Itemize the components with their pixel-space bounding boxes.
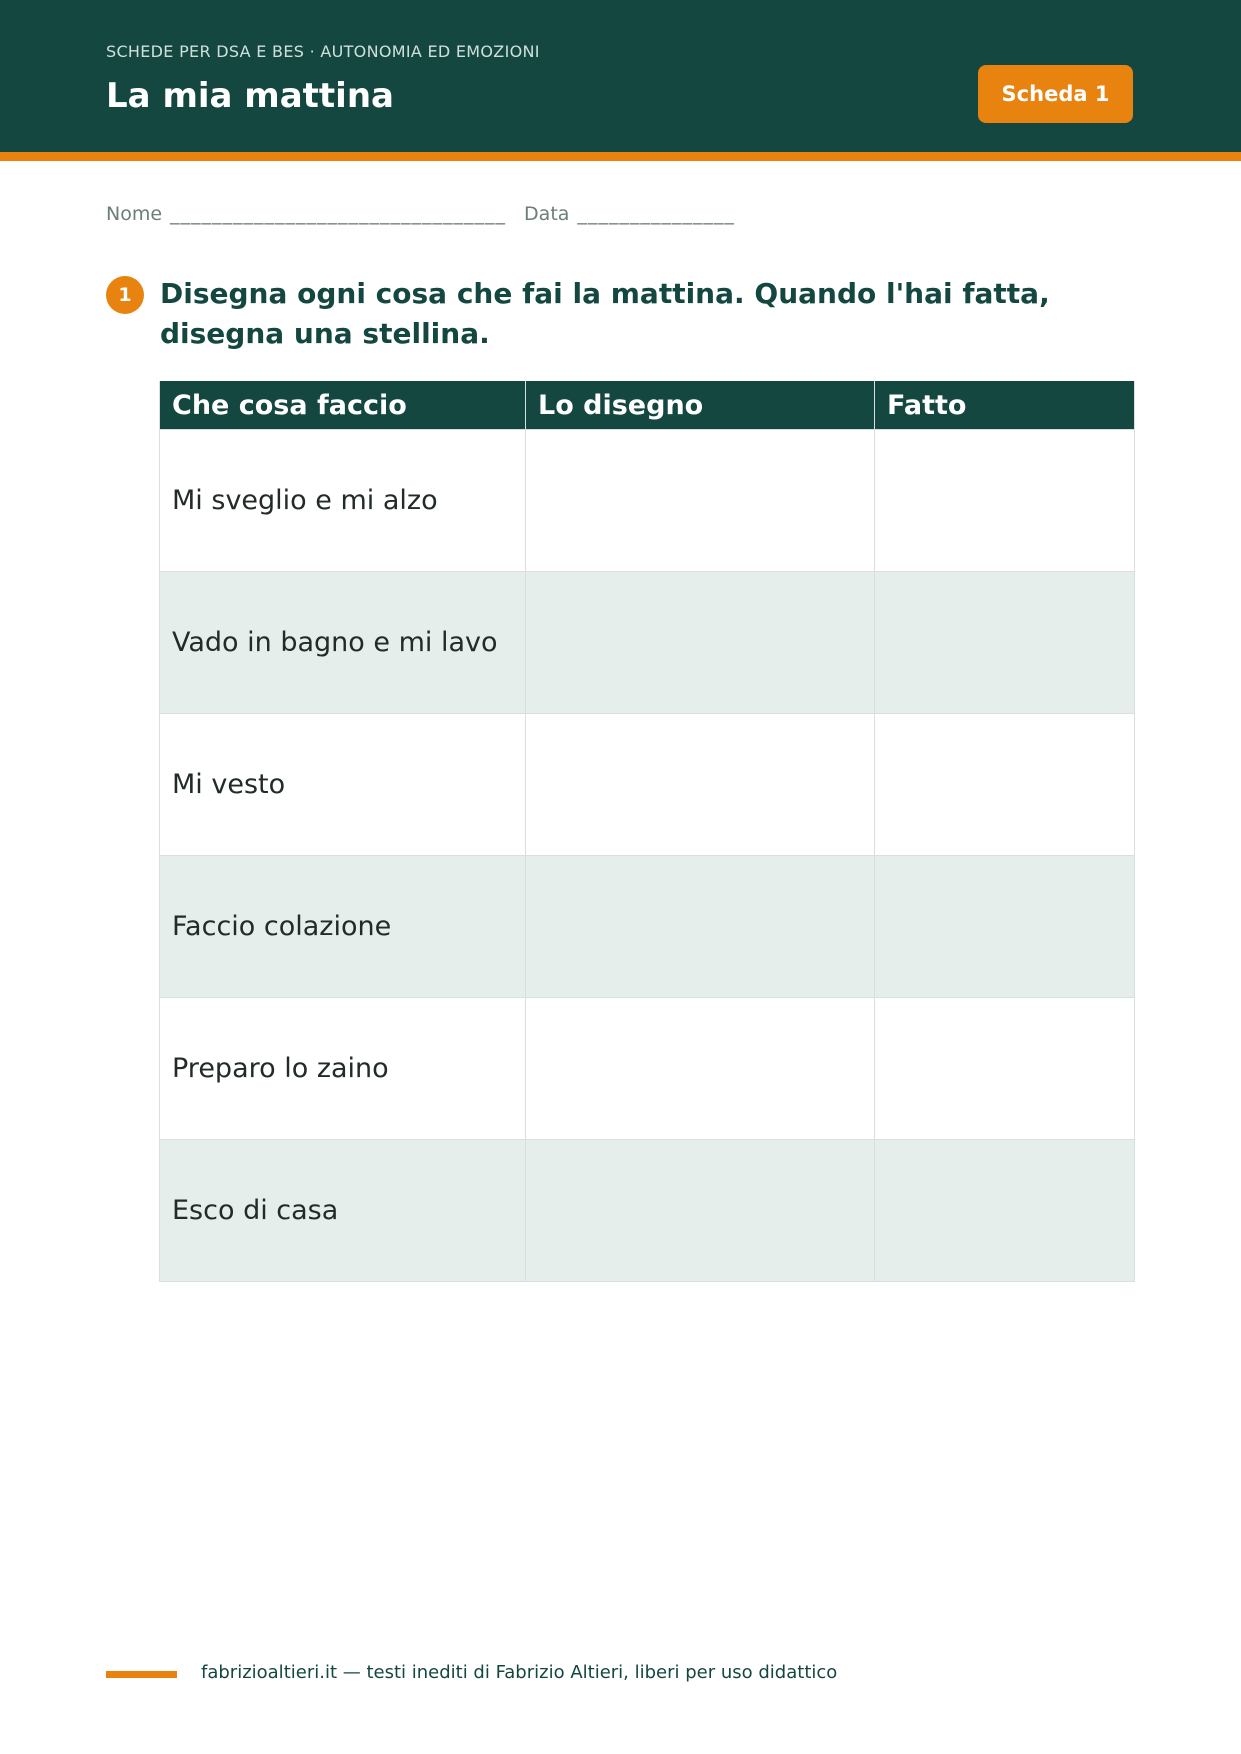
morning-routine-table: [159, 381, 1135, 1282]
column-header-drawing: Lo disegno: [526, 381, 875, 430]
done-cell[interactable]: [875, 998, 1135, 1140]
done-cell[interactable]: [875, 856, 1135, 998]
table-row: [160, 998, 1135, 1140]
activity-cell: Preparo lo zaino: [160, 998, 526, 1140]
page-title: La mia mattina: [106, 76, 394, 116]
exercise-number-badge: 1: [106, 276, 144, 314]
activity-cell: Esco di casa: [160, 1140, 526, 1282]
column-header-done: Fatto: [875, 381, 1135, 430]
date-blank[interactable]: _______________: [577, 203, 735, 225]
table-row: [160, 1140, 1135, 1282]
done-cell[interactable]: [875, 1140, 1135, 1282]
activity-cell: Mi sveglio e mi alzo: [160, 430, 526, 572]
drawing-cell[interactable]: [526, 572, 875, 714]
activity-cell: Vado in bagno e mi lavo: [160, 572, 526, 714]
name-label: Nome: [106, 203, 163, 225]
footer-credit: fabrizioaltieri.it — testi inediti di Fabrizio Altieri, liberi per uso didattico: [201, 1662, 838, 1683]
table-row: [160, 572, 1135, 714]
drawing-cell[interactable]: [526, 714, 875, 856]
sheet-badge: Scheda 1: [978, 65, 1133, 123]
done-cell[interactable]: [875, 572, 1135, 714]
date-label: Data: [524, 203, 570, 225]
activity-cell: Faccio colazione: [160, 856, 526, 998]
done-cell[interactable]: [875, 714, 1135, 856]
drawing-cell[interactable]: [526, 1140, 875, 1282]
table-header-row: [160, 381, 1135, 430]
done-cell[interactable]: [875, 430, 1135, 572]
student-fields: [106, 203, 753, 225]
drawing-cell[interactable]: [526, 998, 875, 1140]
drawing-cell[interactable]: [526, 430, 875, 572]
table-row: [160, 430, 1135, 572]
activity-cell: Mi vesto: [160, 714, 526, 856]
footer-accent-bar: [106, 1671, 177, 1678]
header-accent-stripe: [0, 152, 1241, 161]
drawing-cell[interactable]: [526, 856, 875, 998]
table-row: [160, 856, 1135, 998]
series-kicker: SCHEDE PER DSA E BES · AUTONOMIA ED EMOZIONI: [106, 42, 540, 61]
name-blank[interactable]: ________________________________: [170, 203, 507, 225]
column-header-activity: Che cosa faccio: [160, 381, 526, 430]
exercise-instruction: Disegna ogni cosa che fai la mattina. Quando l'hai fatta, disegna una stellina.: [160, 277, 1050, 350]
table-row: [160, 714, 1135, 856]
